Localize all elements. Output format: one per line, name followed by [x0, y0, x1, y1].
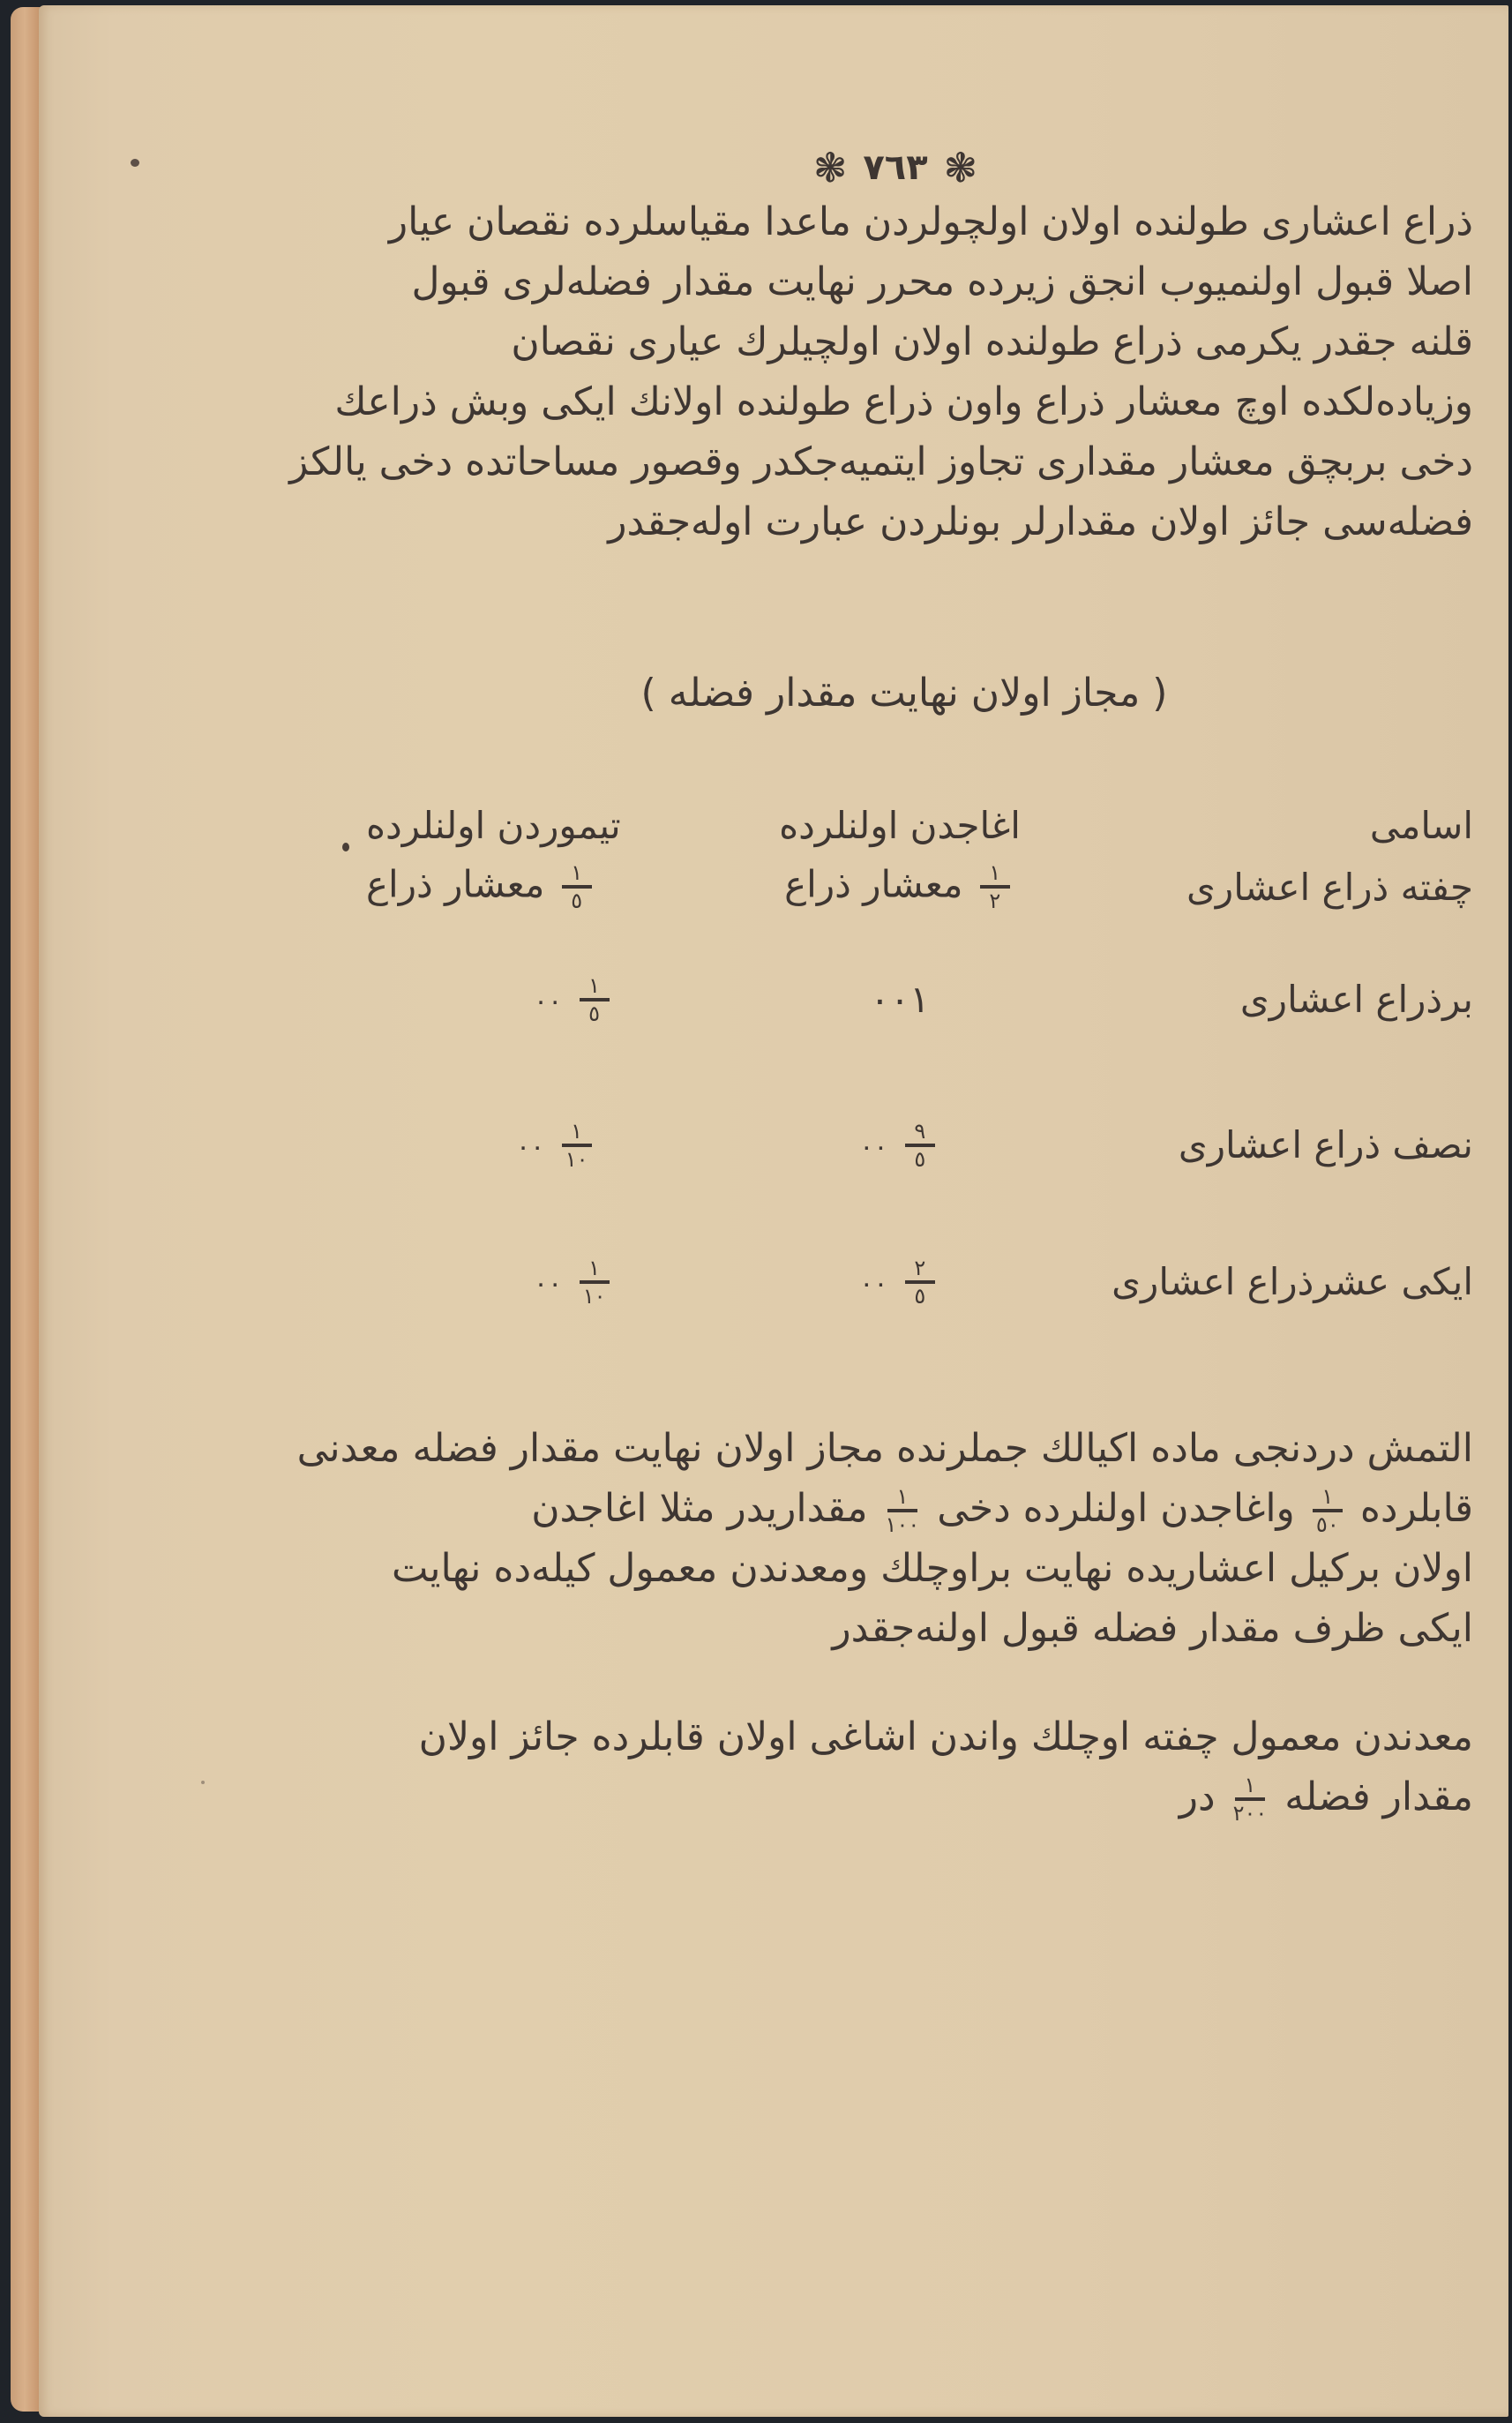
table-row [357, 851, 1473, 922]
tolerance-table [357, 799, 1473, 1350]
iron-value: $\frac{١}{١٠}$ ٠٠ [357, 1257, 692, 1307]
table-row [357, 922, 1473, 1076]
text-line: التمش دردنجی ماده اکیالك جملرنده مجاز اولان نهایت مقدار فضله معدنی [296, 1426, 1473, 1471]
fraction: $\frac{١}{١٠}$ [562, 1121, 592, 1170]
table-row [357, 1076, 1473, 1213]
measure-name: برذراع اعشاری [1239, 978, 1473, 1021]
text-line: مقدار فضله $\frac{١}{٢٠٠}$ در [1179, 1773, 1473, 1826]
fraction: $\frac{١}{٥}$ [562, 862, 592, 911]
column-header-wood: اغاجدن اولنلرده [779, 803, 1021, 847]
iron-value: $\frac{١}{٥}$ معشار ذراع [357, 862, 692, 911]
column-header-iron: تیموردن اولنلرده [366, 803, 621, 847]
fraction: $\frac{١}{١٠٠}$ [885, 1484, 920, 1537]
text-line: دخی بربچق معشار مقداری تجاوز ایتمیه‌جکدر وقصور مساحاتده دخی یالکز [289, 439, 1473, 484]
fraction: $\frac{١}{٢٠٠}$ [1232, 1773, 1268, 1826]
article-paragraph [296, 1419, 1473, 1659]
fraction: $\frac{١}{٢}$ [980, 862, 1010, 911]
measure-name: ایکی عشرذراع اعشاری [1112, 1260, 1473, 1303]
flower-ornament-icon: ❃ [812, 144, 848, 191]
iron-value: $\frac{١}{٥}$ ٠٠ [357, 975, 692, 1024]
text-line: ذراع اعشاری طولنده اولان اولچولردن ماعدا مقیاسلرده نقصان عیار [388, 199, 1473, 244]
measure-name: نصف ذراع اعشاری [1178, 1123, 1473, 1166]
fraction: $\frac{١}{٥٠}$ [1313, 1486, 1343, 1535]
wood-value: ٠٠١ [870, 978, 930, 1021]
table-header-row [357, 799, 1473, 851]
text-line: قابلرده $\frac{١}{٥٠}$ واغاجدن اولنلرده دخی $\frac{١}{١٠٠}$ مقداریدر مثلا اغاجدن [531, 1484, 1473, 1537]
flower-ornament-icon: ❃ [943, 144, 978, 191]
fraction: $\frac{١}{٥}$ [580, 975, 610, 1024]
closing-paragraph [357, 1707, 1473, 1827]
ink-spot [131, 159, 139, 167]
intro-paragraph [289, 192, 1473, 552]
measure-name: چفته ذراع اعشاری [1186, 865, 1473, 909]
wood-value: $\frac{٢}{٥}$ ٠٠ [692, 1257, 1107, 1307]
fraction: $\frac{٩}{٥}$ [905, 1121, 935, 1170]
wood-value: $\frac{٩}{٥}$ ٠٠ [692, 1121, 1107, 1170]
text-line: وزیاده‌لکده اوچ معشار ذراع واون ذراع طولنده اولانك ایکی وبش ذراعك [334, 379, 1473, 424]
table-row [357, 1213, 1473, 1350]
ink-spot [201, 1781, 205, 1784]
text-line: اولان برکیل اعشاریده نهایت براوچلك ومعدندن معمول کیله‌ده نهایت [392, 1546, 1473, 1591]
text-line: اصلا قبول اولنمیوب انجق زیرده محرر نهایت مقدار فضله‌لری قبول [411, 259, 1473, 304]
margin-mark [342, 843, 349, 851]
fraction: $\frac{٢}{٥}$ [905, 1257, 935, 1307]
wood-value: $\frac{١}{٢}$ معشار ذراع [692, 862, 1107, 911]
column-header-names: اسامی [1369, 803, 1473, 847]
iron-value: $\frac{١}{١٠}$ ٠٠ [357, 1121, 692, 1170]
fraction: $\frac{١}{١٠}$ [580, 1257, 610, 1307]
text-line: فضله‌سی جائز اولان مقدارلر بونلردن عبارت اوله‌جقدر [608, 499, 1473, 544]
page-number: ٧٦٣ [863, 147, 928, 188]
table-title: ( مجاز اولان نهایت مقدار فضله ) [640, 671, 1168, 716]
text-line: ایکی ظرف مقدار فضله قبول اولنه‌جقدر [832, 1606, 1473, 1651]
text-line: قلنه جقدر یکرمی ذراع طولنده اولان اولچیلرك عیاری نقصان [511, 319, 1473, 364]
text-line: معدندن معمول چفته اوچلك واندن اشاغی اولان قابلرده جائز اولان [418, 1714, 1473, 1759]
